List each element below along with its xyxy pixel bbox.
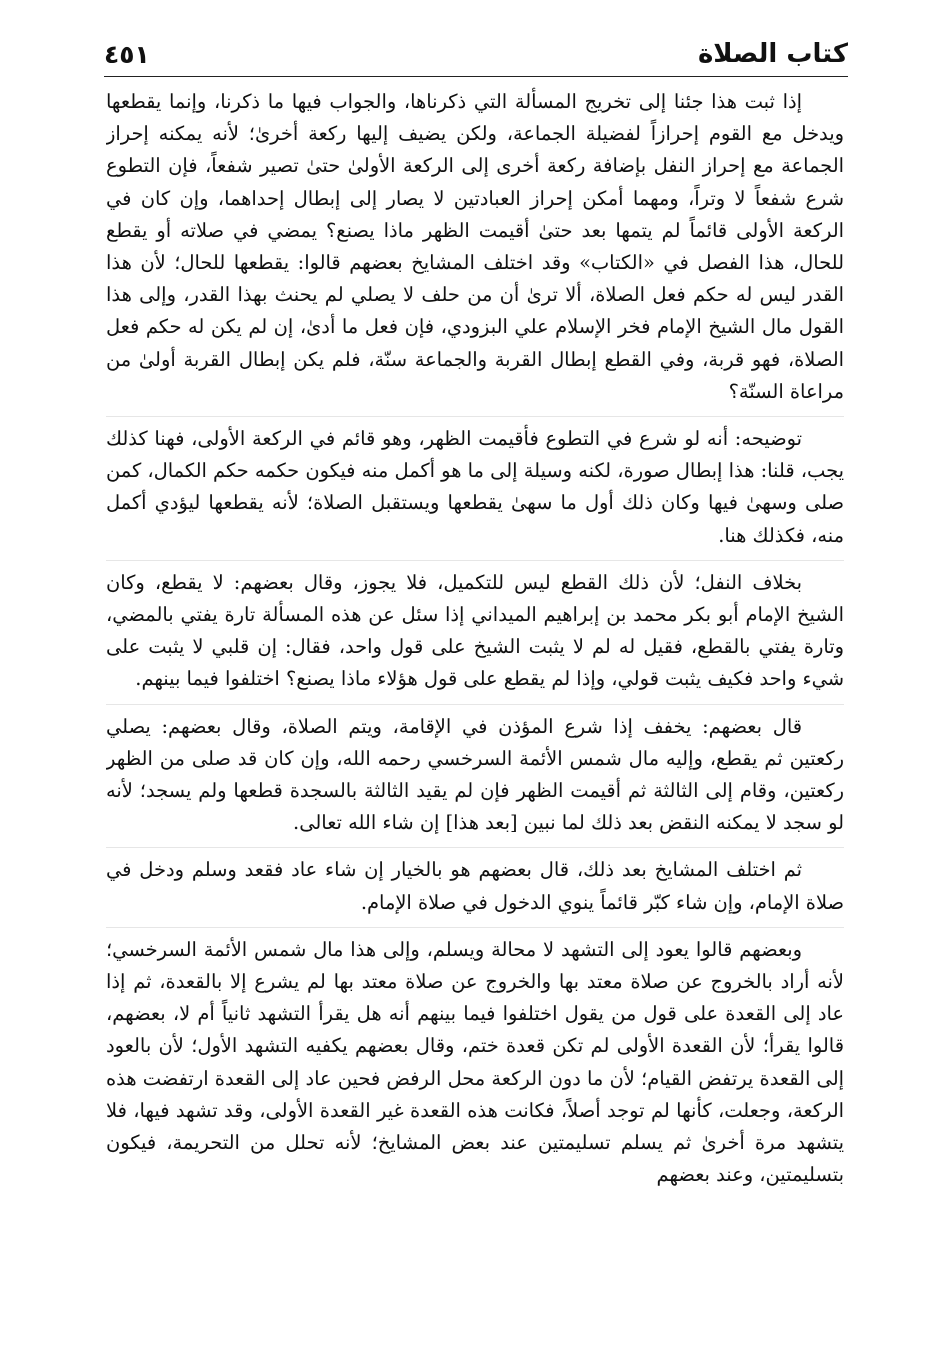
page-header <box>104 34 848 74</box>
book-title: كتاب الصلاة <box>697 39 848 69</box>
paragraph: ثم اختلف المشايخ بعد ذلك، قال بعضهم هو بالخيار إن شاء عاد فقعد وسلم ودخل في صلاة الإمام، وإن شاء كبّر قائماً ينوي الدخول في صلاة الإمام. <box>106 847 844 926</box>
paragraph: توضيحه: أنه لو شرع في التطوع فأقيمت الظهر، وهو قائم في الركعة الأولى، فهنا كذلك يجب، قلنا: هذا إبطال صورة، لكنه وسيلة إلى ما هو أكمل منه فيكون حكمه حكم الكمال، كمن صلى وسهىٰ فيها وكان ذلك أول ما سهىٰ يقطعها ويستقبل الصلاة؛ لأنه يقطعها ليؤدي أكمل منه، فكذلك هنا. <box>106 416 844 560</box>
paragraph: قال بعضهم: يخفف إذا شرع المؤذن في الإقامة، ويتم الصلاة، وقال بعضهم: يصلي ركعتين ثم يقطع، وإليه مال شمس الأئمة السرخسي رحمه الله، وإن كان قد صلى من الظهر ركعتين، وقام إلى الثالثة ثم أقيمت الظهر فإن لم يقيد الثالثة بالسجدة قطعها ولم يسجد؛ لأنه لو سجد لا يمكنه النقض بعد ذلك لما نبين [بعد هذا] إن شاء الله تعالى. <box>106 704 844 848</box>
paragraph: إذا ثبت هذا جئنا إلى تخريج المسألة التي ذكرناها، والجواب فيها ما ذكرنا، وإنما يقطعها ويدخل مع القوم إحرازاً لفضيلة الجماعة، ولكن يضيف إليها ركعة أخرىٰ؛ لأنه يمكنه إحراز الجماعة مع إحراز النفل بإضافة ركعة أخرى إلى الركعة الأولىٰ حتىٰ تصير شفعاً، فإن التطوع شرع شفعاً لا وتراً، ومهما أمكن إحراز العبادتين لا يصار إلى إبطال إحداهما، وإن كان في الركعة الأولى قائماً لم يتمها بعد حتىٰ أقيمت الظهر ماذا يصنع؟ يمضي في صلاته أو يقطع للحال، هذا الفصل في «الكتاب» وقد اختلف المشايخ بعضهم قالوا: يقطعها للحال؛ لأن هذا القدر ليس له حكم فعل الصلاة، ألا ترىٰ أن من حلف لا يصلي لم يحنث بهذا القدر، وإلى هذا القول مال الشيخ الإمام فخر الإسلام علي البزودي، فإن فعل ما أدىٰ، إن لم يكن له حكم فعل الصلاة، فهو قربة، وفي القطع إبطال القربة والجماعة سنّة، فلم يكن إبطال القربة أولىٰ من مراعاة السنّة؟ <box>106 90 844 403</box>
page-number: ٤٥١ <box>104 39 150 69</box>
paragraph: وبعضهم قالوا يعود إلى التشهد لا محالة ويسلم، وإلى هذا مال شمس الأئمة السرخسي؛ لأنه أراد بالخروج عن صلاة معتد بها والخروج عن صلاة معتد بها لم يشرع إلا بالقعدة، ثم إذا عاد إلى القعدة على قول من يقول اختلفوا فيما بينهم أنه هل يقرأ التشهد ثانياً أم لا، بعضهم، قالوا يقرأ؛ لأن القعدة الأولى لم تكن قعدة ختم، وقال بعضهم يكفيه التشهد الأول؛ لأن بالعود إلى القعدة يرتفض القيام؛ لأن ما دون الركعة محل الرفض فحين عاد إلى القعدة ارتفضت هذه الركعة، وجعلت، كأنها لم توجد أصلاً، فكانت هذه القعدة غير القعدة الأولى، وقد تشهد فيها، فلا يتشهد مرة أخرىٰ ثم يسلم تسليمتين عند بعض المشايخ؛ لأنه تحلل من التحريمة، فيكون بتسليمتين، وعند بعضهم <box>106 927 844 1200</box>
header-divider <box>104 76 848 77</box>
paragraph: بخلاف النفل؛ لأن ذلك القطع ليس للتكميل، فلا يجوز، وقال بعضهم: لا يقطع، وكان الشيخ الإمام أبو بكر محمد بن إبراهيم الميداني إذا سئل عن هذه المسألة تارة يفتي بالمضي، وتارة يفتي بالقطع، فقيل له لم لا يثبت الشيخ على قول واحد، فقال: إن قلبي لا يثبت على شيء واحد فكيف يثبت قولي، وإذا لم يقطع على قول هؤلاء ماذا يصنع؟ اختلفوا فيما بينهم. <box>106 560 844 704</box>
page-body <box>106 86 844 1345</box>
